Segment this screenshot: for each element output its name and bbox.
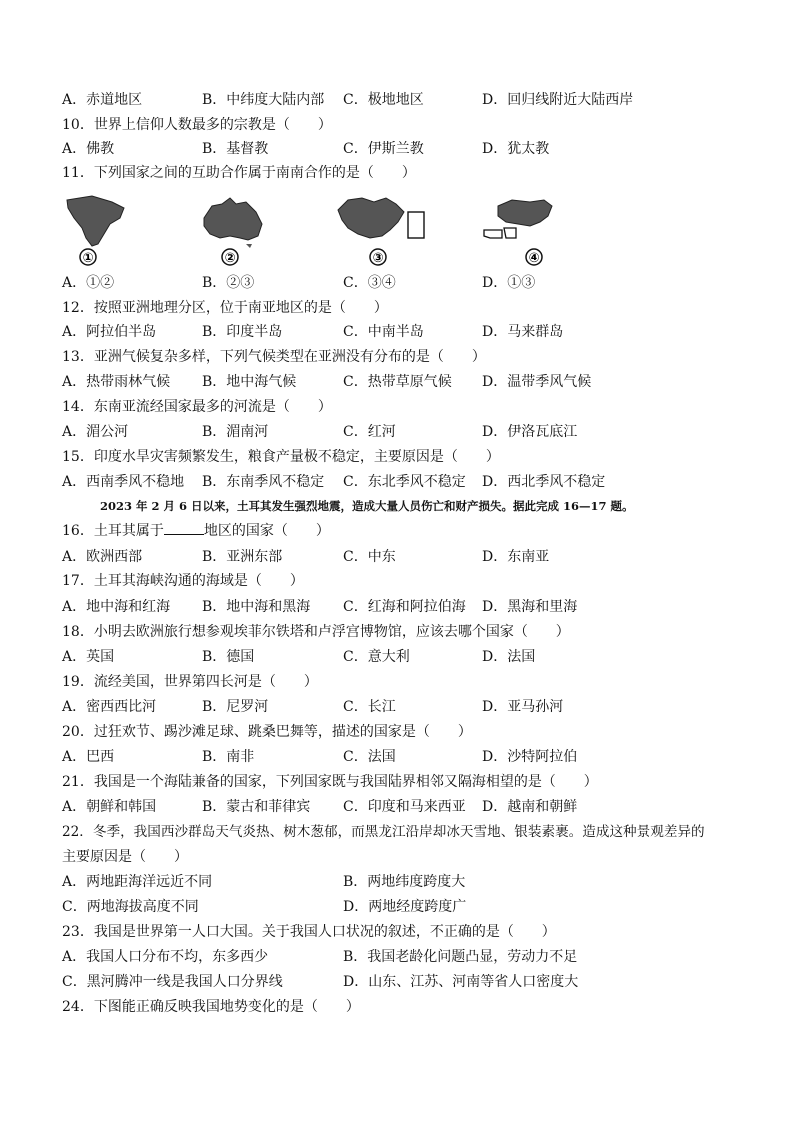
- q19-option-d[interactable]: D．亚马孙河: [482, 699, 564, 715]
- q21-options: [62, 796, 742, 818]
- q23-option-b[interactable]: B．我国老龄化问题凸显，劳动力不足: [343, 949, 578, 965]
- q15-option-c[interactable]: C．东北季风不稳定: [343, 474, 466, 490]
- map-3-china: [334, 194, 434, 266]
- q22-options-row2: [62, 896, 742, 918]
- q23-options-row2: [62, 971, 742, 993]
- q19-option-b[interactable]: B．尼罗河: [202, 699, 269, 715]
- q12-stem: 12．按照亚洲地理分区，位于南亚地区的是（ ）: [62, 300, 388, 316]
- q10-stem: 10．世界上信仰人数最多的宗教是（ ）: [62, 117, 332, 133]
- q12-option-a[interactable]: A．阿拉伯半岛: [62, 324, 157, 340]
- q18-stem: 18．小明去欧洲旅行想参观埃菲尔铁塔和卢浮宫博物馆，应该去哪个国家（ ）: [62, 624, 570, 640]
- q16-option-a[interactable]: A．欧洲西部: [62, 549, 143, 565]
- q11-option-c[interactable]: C．③④: [343, 275, 396, 291]
- q10-option-a[interactable]: A．佛教: [62, 141, 115, 157]
- map-1-south-america: [62, 194, 132, 266]
- map-label-4: ④: [528, 251, 540, 266]
- q19-option-a[interactable]: A．密西西比河: [62, 699, 157, 715]
- q17-stem: 17．土耳其海峡沟通的海域是（ ）: [62, 573, 304, 589]
- q18-option-a[interactable]: A．英国: [62, 649, 115, 665]
- q11-options: [62, 272, 742, 294]
- q13-option-c[interactable]: C．热带草原气候: [343, 374, 452, 390]
- q17-option-c[interactable]: C．红海和阿拉伯海: [343, 599, 466, 615]
- q22-option-a[interactable]: A．两地距海洋远近不同: [62, 874, 213, 890]
- q13-stem: 13．亚洲气候复杂多样，下列气候类型在亚洲没有分布的是（ ）: [62, 349, 486, 365]
- q13-option-b[interactable]: B．地中海气候: [202, 374, 297, 390]
- q10-option-c[interactable]: C．伊斯兰教: [343, 141, 424, 157]
- q14-stem: 14．东南亚流经国家最多的河流是（ ）: [62, 399, 332, 415]
- q16-blank[interactable]: [164, 520, 204, 535]
- q21-option-c[interactable]: C．印度和马来西亚: [343, 799, 466, 815]
- q11-option-b[interactable]: B．②③: [202, 275, 255, 291]
- q15-option-d[interactable]: D．西北季风不稳定: [482, 474, 606, 490]
- q23-option-d[interactable]: D．山东、江苏、河南等省人口密度大: [343, 974, 579, 990]
- q17-options: [62, 596, 742, 618]
- q12-options: [62, 321, 742, 343]
- q18-options: [62, 646, 742, 668]
- q11-maps: [62, 194, 742, 266]
- q13-options: [62, 371, 742, 393]
- q11-option-a[interactable]: A．①②: [62, 275, 115, 291]
- q23-stem: 23．我国是世界第一人口大国。关于我国人口状况的叙述，不正确的是（ ）: [62, 924, 556, 940]
- q14-option-d[interactable]: D．伊洛瓦底江: [482, 424, 578, 440]
- q22-option-c[interactable]: C．两地海拔高度不同: [62, 899, 199, 915]
- map-label-1: ①: [82, 251, 94, 266]
- q20-option-a[interactable]: A．巴西: [62, 749, 115, 765]
- q12-option-b[interactable]: B．印度半岛: [202, 324, 283, 340]
- q20-option-c[interactable]: C．法国: [343, 749, 396, 765]
- q15-option-a[interactable]: A．西南季风不稳地: [62, 474, 185, 490]
- q20-option-d[interactable]: D．沙特阿拉伯: [482, 749, 578, 765]
- q17-option-d[interactable]: D．黑海和里海: [482, 599, 578, 615]
- q13-option-a[interactable]: A．热带雨林气候: [62, 374, 171, 390]
- q19-options: [62, 696, 742, 718]
- q24-stem: 24．下图能正确反映我国地势变化的是（ ）: [62, 999, 360, 1015]
- q11-option-d[interactable]: D．①③: [482, 275, 536, 291]
- q9-option-d[interactable]: D．回归线附近大陆西岸: [482, 92, 634, 108]
- q15-stem: 15．印度水旱灾害频繁发生，粮食产量极不稳定，主要原因是（ ）: [62, 449, 500, 465]
- q14-options: [62, 421, 742, 443]
- q14-option-a[interactable]: A．湄公河: [62, 424, 129, 440]
- q19-stem: 19．流经美国，世界第四长河是（ ）: [62, 674, 318, 690]
- q11-stem: 11．下列国家之间的互助合作属于南南合作的是（ ）: [62, 165, 416, 181]
- q20-options: [62, 746, 742, 768]
- q18-option-c[interactable]: C．意大利: [343, 649, 410, 665]
- q15-option-b[interactable]: B．东南季风不稳定: [202, 474, 325, 490]
- q21-option-b[interactable]: B．蒙古和菲律宾: [202, 799, 311, 815]
- q9-options: [62, 89, 742, 111]
- q16-stem-before: 16．土耳其属于: [62, 523, 164, 539]
- q22-stem-line1: 22．冬季，我国西沙群岛天气炎热、树木葱郁，而黑龙江沿岸却冰天雪地、银装素裹。造成这种景观差异的: [62, 824, 705, 840]
- q16-option-b[interactable]: B．亚洲东部: [202, 549, 283, 565]
- q21-option-a[interactable]: A．朝鲜和韩国: [62, 799, 157, 815]
- q22-option-d[interactable]: D．两地经度跨度广: [343, 899, 467, 915]
- q22-stem-line2: 主要原因是（ ）: [62, 849, 188, 865]
- material-note: 2023 年 2 月 6 日以来，土耳其发生强烈地震，造成大量人员伤亡和财产损失。据此完成 16—17 题。: [100, 499, 634, 513]
- q14-option-c[interactable]: C．红河: [343, 424, 396, 440]
- q14-option-b[interactable]: B．湄南河: [202, 424, 269, 440]
- q23-option-a[interactable]: A．我国人口分布不均，东多西少: [62, 949, 269, 965]
- q17-option-b[interactable]: B．地中海和黑海: [202, 599, 311, 615]
- q21-stem: 21．我国是一个海陆兼备的国家，下列国家既与我国陆界相邻又隔海相望的是（ ）: [62, 774, 598, 790]
- q16-stem-after: 地区的国家（ ）: [203, 523, 330, 539]
- q9-option-b[interactable]: B．中纬度大陆内部: [202, 92, 325, 108]
- q15-options: [62, 471, 742, 493]
- map-4-usa: [482, 194, 572, 266]
- q18-option-d[interactable]: D．法国: [482, 649, 536, 665]
- q10-options: [62, 138, 742, 160]
- q10-option-b[interactable]: B．基督教: [202, 141, 269, 157]
- q12-option-d[interactable]: D．马来群岛: [482, 324, 564, 340]
- q16-options: [62, 546, 742, 568]
- q17-option-a[interactable]: A．地中海和红海: [62, 599, 171, 615]
- q23-options-row1: [62, 946, 742, 968]
- q16-stem: [62, 520, 742, 542]
- q23-option-c[interactable]: C．黑河腾冲一线是我国人口分界线: [62, 974, 283, 990]
- q22-options-row1: [62, 871, 742, 893]
- q9-option-a[interactable]: A．赤道地区: [62, 92, 143, 108]
- q10-option-d[interactable]: D．犹太教: [482, 141, 550, 157]
- q21-option-d[interactable]: D．越南和朝鲜: [482, 799, 578, 815]
- map-label-2: ②: [224, 251, 236, 266]
- q22-option-b[interactable]: B．两地纬度跨度大: [343, 874, 466, 890]
- map-2-australia: [200, 194, 270, 266]
- q19-option-c[interactable]: C．长江: [343, 699, 396, 715]
- q20-stem: 20．过狂欢节、踢沙滩足球、跳桑巴舞等，描述的国家是（ ）: [62, 724, 472, 740]
- map-label-3: ③: [372, 251, 384, 266]
- q13-option-d[interactable]: D．温带季风气候: [482, 374, 592, 390]
- q18-option-b[interactable]: B．德国: [202, 649, 255, 665]
- q16-option-d[interactable]: D．东南亚: [482, 549, 550, 565]
- q12-option-c[interactable]: C．中南半岛: [343, 324, 424, 340]
- q20-option-b[interactable]: B．南非: [202, 749, 255, 765]
- q16-option-c[interactable]: C．中东: [343, 549, 396, 565]
- q9-option-c[interactable]: C．极地地区: [343, 92, 424, 108]
